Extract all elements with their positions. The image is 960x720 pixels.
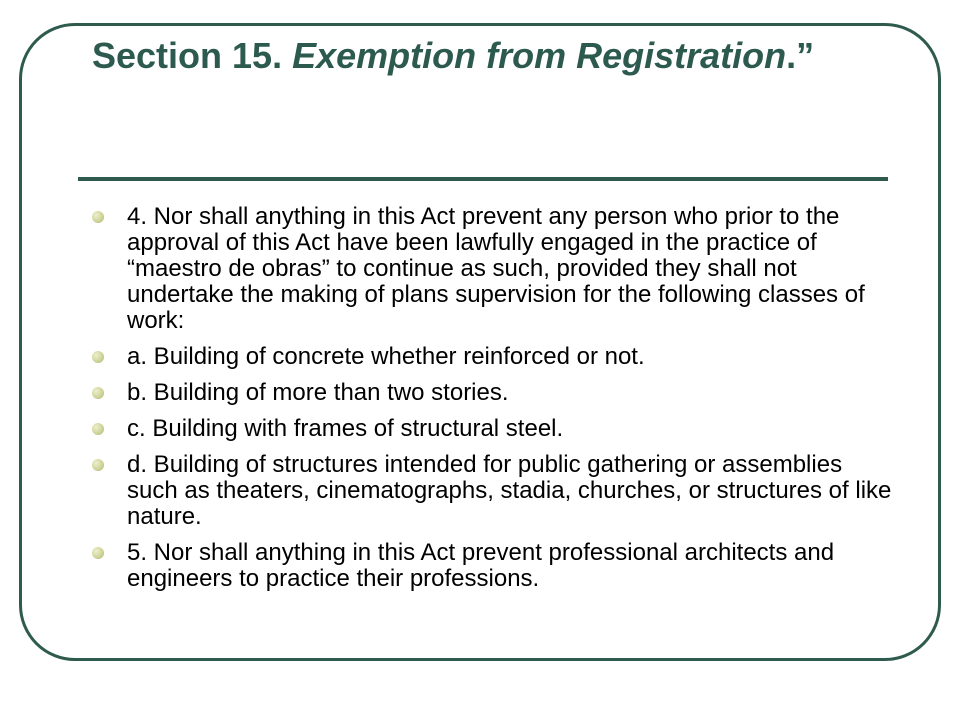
bullet-item: [92, 380, 892, 406]
bullet-text: d. Building of structures intended for public gathering or assemblies such as theaters, cinematographs, stadia, churches, or structures of like nature.: [127, 451, 892, 530]
bullet-dot-icon: [92, 211, 104, 223]
bullet-dot-icon: [92, 351, 104, 363]
bullet-text: b. Building of more than two stories.: [127, 379, 509, 406]
title-prefix: Section 15.: [92, 35, 293, 76]
bullet-item: [92, 344, 892, 370]
title-suffix: .”: [786, 35, 815, 76]
bullet-text: 4. Nor shall anything in this Act prevent any person who prior to the approval of this Act have been lawfully engaged in the practice of “maestro de obras” to continue as such, provided they shall not undertake the making of plans supervision for the following classes of work:: [127, 203, 865, 334]
bullet-text: a. Building of concrete whether reinforced or not.: [127, 343, 645, 370]
bullet-item: [92, 416, 892, 442]
bullet-dot-icon: [92, 387, 104, 399]
bullet-item: [92, 452, 892, 530]
page-title: [92, 30, 872, 82]
bullet-text: 5. Nor shall anything in this Act prevent professional architects and engineers to practice their professions.: [127, 539, 835, 592]
title-divider: [78, 177, 888, 181]
bullet-item: [92, 204, 892, 334]
bullet-dot-icon: [92, 547, 104, 559]
bullet-list: [92, 204, 892, 602]
title-emphasis: Exemption from Registration: [292, 35, 787, 76]
bullet-text: c. Building with frames of structural steel.: [127, 415, 564, 442]
bullet-dot-icon: [92, 423, 104, 435]
bullet-item: [92, 540, 892, 592]
bullet-dot-icon: [92, 459, 104, 471]
